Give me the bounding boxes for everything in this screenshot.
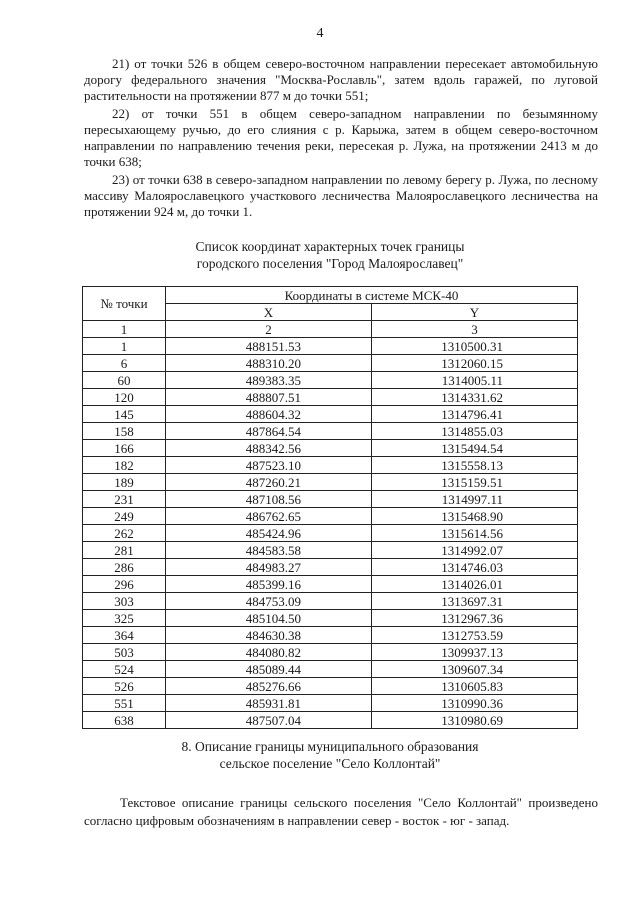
y-coordinate-cell: 1315558.13 [372, 457, 578, 474]
x-coordinate-cell: 485424.96 [166, 525, 372, 542]
section-title-line-1: 8. Описание границы муниципального образования [181, 739, 479, 754]
x-coordinate-cell: 487260.21 [166, 474, 372, 491]
numbering-cell: 2 [166, 321, 372, 338]
y-coordinate-cell: 1310605.83 [372, 678, 578, 695]
y-coordinate-cell: 1314005.11 [372, 372, 578, 389]
x-coordinate-cell: 488342.56 [166, 440, 372, 457]
x-coordinate-cell: 485089.44 [166, 661, 372, 678]
table-row [83, 355, 578, 372]
y-coordinate-cell: 1310500.31 [372, 338, 578, 355]
y-coordinate-cell: 1313697.31 [372, 593, 578, 610]
point-number-cell: 60 [83, 372, 166, 389]
table-row [83, 474, 578, 491]
point-number-cell: 551 [83, 695, 166, 712]
x-coordinate-cell: 488310.20 [166, 355, 372, 372]
table-row [83, 423, 578, 440]
x-coordinate-cell: 485104.50 [166, 610, 372, 627]
header-coordinate-system: Координаты в системе МСК-40 [166, 287, 578, 304]
table-row [83, 695, 578, 712]
point-number-cell: 145 [83, 406, 166, 423]
table-caption-line-1: Список координат характерных точек границы [195, 239, 465, 254]
table-caption-line-2: городского поселения "Город Малоярославец" [196, 256, 464, 271]
point-number-cell: 325 [83, 610, 166, 627]
y-coordinate-cell: 1315159.51 [372, 474, 578, 491]
point-number-cell: 120 [83, 389, 166, 406]
x-coordinate-cell: 487523.10 [166, 457, 372, 474]
table-row [83, 712, 578, 729]
x-coordinate-cell: 488807.51 [166, 389, 372, 406]
x-coordinate-cell: 485399.16 [166, 576, 372, 593]
point-number-cell: 638 [83, 712, 166, 729]
x-coordinate-cell: 488151.53 [166, 338, 372, 355]
x-coordinate-cell: 484080.82 [166, 644, 372, 661]
point-number-cell: 166 [83, 440, 166, 457]
paragraph-21: 21) от точки 526 в общем северо-восточном направлении пересекает автомобильную дорогу федерального значения "Москва-Рославль", затем вдоль гаражей, по луговой растительности на протяжении 877 м до точки 551; [84, 56, 598, 103]
table-body [83, 338, 578, 729]
table-row [83, 525, 578, 542]
table-row [83, 491, 578, 508]
point-number-cell: 189 [83, 474, 166, 491]
header-point-number: № точки [83, 287, 166, 321]
coordinates-table [82, 286, 578, 729]
numbering-cell: 1 [83, 321, 166, 338]
table-row [83, 542, 578, 559]
point-number-cell: 6 [83, 355, 166, 372]
point-number-cell: 286 [83, 559, 166, 576]
table-row [83, 338, 578, 355]
y-coordinate-cell: 1312060.15 [372, 355, 578, 372]
y-coordinate-cell: 1309607.34 [372, 661, 578, 678]
numbering-cell: 3 [372, 321, 578, 338]
point-number-cell: 231 [83, 491, 166, 508]
header-y: Y [372, 304, 578, 321]
x-coordinate-cell: 484630.38 [166, 627, 372, 644]
table-row [83, 372, 578, 389]
y-coordinate-cell: 1312753.59 [372, 627, 578, 644]
x-coordinate-cell: 486762.65 [166, 508, 372, 525]
y-coordinate-cell: 1314796.41 [372, 406, 578, 423]
y-coordinate-cell: 1315494.54 [372, 440, 578, 457]
x-coordinate-cell: 487864.54 [166, 423, 372, 440]
paragraph-22: 22) от точки 551 в общем северо-западном направлении по безымянному пересыхающему ручью, до его слияния с р. Карыжа, затем в общем северо-восточном направлении по направлению течения реки, пересекая р. Лужа, на протяжении 2413 м до точки 638; [84, 106, 598, 169]
x-coordinate-cell: 487507.04 [166, 712, 372, 729]
table-row [83, 389, 578, 406]
point-number-cell: 296 [83, 576, 166, 593]
x-coordinate-cell: 484753.09 [166, 593, 372, 610]
x-coordinate-cell: 484583.58 [166, 542, 372, 559]
y-coordinate-cell: 1314997.11 [372, 491, 578, 508]
section-title-line-2: сельское поселение "Село Коллонтай" [219, 756, 441, 771]
y-coordinate-cell: 1315614.56 [372, 525, 578, 542]
point-number-cell: 526 [83, 678, 166, 695]
x-coordinate-cell: 489383.35 [166, 372, 372, 389]
page-number: 4 [316, 26, 324, 41]
table-row [83, 559, 578, 576]
table-row [83, 457, 578, 474]
y-coordinate-cell: 1314331.62 [372, 389, 578, 406]
table-row [83, 627, 578, 644]
x-coordinate-cell: 488604.32 [166, 406, 372, 423]
y-coordinate-cell: 1309937.13 [372, 644, 578, 661]
section-8-body: Текстовое описание границы сельского поселения "Село Коллонтай" произведено согласно цифровым обозначениям в направлении север - восток - юг - запад. [84, 795, 598, 828]
point-number-cell: 182 [83, 457, 166, 474]
table-row [83, 576, 578, 593]
y-coordinate-cell: 1312967.36 [372, 610, 578, 627]
table-row [83, 508, 578, 525]
y-coordinate-cell: 1314026.01 [372, 576, 578, 593]
point-number-cell: 281 [83, 542, 166, 559]
table-header-row [83, 287, 578, 304]
header-x: X [166, 304, 372, 321]
x-coordinate-cell: 487108.56 [166, 491, 372, 508]
table-row [83, 406, 578, 423]
y-coordinate-cell: 1310990.36 [372, 695, 578, 712]
section-8-title [120, 738, 540, 772]
y-coordinate-cell: 1314746.03 [372, 559, 578, 576]
table-numbering-row [83, 321, 578, 338]
y-coordinate-cell: 1310980.69 [372, 712, 578, 729]
y-coordinate-cell: 1315468.90 [372, 508, 578, 525]
x-coordinate-cell: 485276.66 [166, 678, 372, 695]
table-row [83, 610, 578, 627]
table-row [83, 440, 578, 457]
point-number-cell: 303 [83, 593, 166, 610]
x-coordinate-cell: 485931.81 [166, 695, 372, 712]
point-number-cell: 158 [83, 423, 166, 440]
point-number-cell: 364 [83, 627, 166, 644]
y-coordinate-cell: 1314855.03 [372, 423, 578, 440]
table-row [83, 678, 578, 695]
y-coordinate-cell: 1314992.07 [372, 542, 578, 559]
table-row [83, 644, 578, 661]
table-caption [100, 238, 560, 272]
x-coordinate-cell: 484983.27 [166, 559, 372, 576]
paragraph-23: 23) от точки 638 в северо-западном направлении по левому берегу р. Лужа, по лесному массиву Малоярославецкого участкового лесничества Малоярославецкого лесничества на протяжении 924 м, до точки 1. [84, 172, 598, 219]
point-number-cell: 249 [83, 508, 166, 525]
point-number-cell: 262 [83, 525, 166, 542]
point-number-cell: 503 [83, 644, 166, 661]
table-row [83, 593, 578, 610]
table-row [83, 661, 578, 678]
point-number-cell: 524 [83, 661, 166, 678]
point-number-cell: 1 [83, 338, 166, 355]
